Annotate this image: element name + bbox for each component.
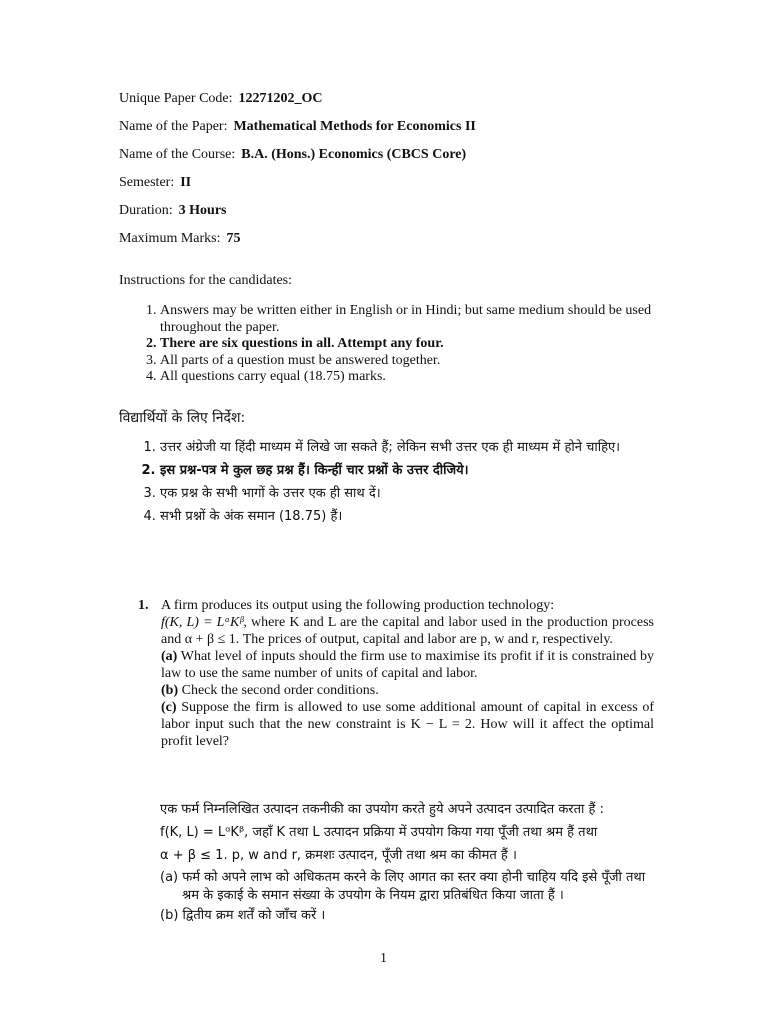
question-part-c <box>161 699 654 750</box>
part-a-text: What level of inputs should the firm use to maximise its profit if it is constrained by law to use the same number of units of capital and labor. <box>161 649 654 681</box>
part-a-label: (a) <box>161 649 178 664</box>
instructions-title: Instructions for the candidates: <box>119 273 293 288</box>
hindi-instructions-title: विद्यार्थियों के लिए निर्देश: <box>119 410 246 426</box>
question-body <box>161 597 654 750</box>
duration-line <box>119 202 227 220</box>
instructions-list <box>138 303 680 386</box>
instruction-item: 3. All parts of a question must be answered together. <box>160 353 680 370</box>
part-c-label: (c) <box>161 700 177 715</box>
function-description: , where K and L are the capital and labor used in the production process and α + β ≤ 1. The prices of output, capital and labor are p, w and r, respectively. <box>161 615 654 647</box>
hindi-instruction-item: 2. इस प्रश्न-पत्र मे कुल छह प्रश्न हैं। किन्हीं चार प्रश्नों के उत्तर दीजिये। <box>160 459 680 482</box>
course-line <box>119 146 466 164</box>
question-1-hindi <box>160 798 660 925</box>
question-part-b <box>161 682 654 699</box>
hindi-q-line: एक फर्म निम्नलिखित उत्पादन तकनीकी का उपयोग करते हुये अपने उत्पादन उत्पादित करता हैं : <box>160 802 604 817</box>
question-function-paragraph <box>161 614 654 648</box>
hindi-part-b: (b) द्वितीय क्रम शर्तें को जाँच करें । <box>160 908 326 923</box>
hindi-instruction-item: 1. उत्तर अंग्रेजी या हिंदी माध्यम में लिखे जा सकते हैं; लेकिन सभी उत्तर एक ही माध्यम में होने चाहिए। <box>160 436 680 459</box>
question-part-a <box>161 648 654 682</box>
hindi-q-line: f(K, L) = LᵅKᵝ, जहाँ K तथा L उत्पादन प्रक्रिया में उपयोग किया गया पूँजी तथा श्रम हैं तथा <box>160 825 598 840</box>
hindi-part-a: (a) फर्म को अपने लाभ को अधिकतम करने के लिए आगत का स्तर क्या होनी चाहिय यदि इसे पूँजी तथा श्रम के इकाई के समान संख्या के उपयोग के नियम द्वारा प्रतिबंधित किया जाता हैं । <box>160 870 646 903</box>
paper-code-value: 12271202_OC <box>238 91 323 106</box>
semester-value: II <box>180 175 192 190</box>
duration-value: 3 Hours <box>178 203 227 218</box>
semester-line <box>119 174 191 192</box>
marks-line <box>119 230 241 248</box>
part-c-text: Suppose the firm is allowed to use some additional amount of capital in excess of labor input such that the new constraint is K − L = 2. How will it affect the optimal profit level? <box>161 700 654 749</box>
question-number: 1. <box>138 598 149 613</box>
hindi-instructions-list <box>138 436 680 528</box>
instruction-item: 1. Answers may be written either in English or in Hindi; but same medium should be used throughout the paper. <box>160 303 680 336</box>
paper-name-value: Mathematical Methods for Economics II <box>233 119 476 134</box>
course-label: Name of the Course: <box>119 147 236 162</box>
instruction-item: 2. There are six questions in all. Attempt any four. <box>160 336 680 353</box>
instruction-item: 4. All questions carry equal (18.75) marks. <box>160 369 680 386</box>
marks-value: 75 <box>226 231 241 246</box>
production-function: f(K, L) = LᵅKᵝ <box>161 615 244 630</box>
course-value: B.A. (Hons.) Economics (CBCS Core) <box>241 147 467 162</box>
paper-code-line <box>119 90 323 108</box>
paper-name-line <box>119 118 476 136</box>
hindi-q-line: α + β ≤ 1. p, w and r, क्रमशः उत्पादन, पूँजी तथा श्रम का कीमत हैं । <box>160 848 517 863</box>
semester-label: Semester: <box>119 175 175 190</box>
hindi-instruction-item: 4. सभी प्रश्नों के अंक समान (18.75) हैं। <box>160 505 680 528</box>
marks-label: Maximum Marks: <box>119 231 221 246</box>
hindi-instruction-item: 3. एक प्रश्न के सभी भागों के उत्तर एक ही साथ दें। <box>160 482 680 505</box>
part-b-label: (b) <box>161 683 179 698</box>
page-number: 1 <box>380 951 387 966</box>
paper-code-label: Unique Paper Code: <box>119 91 233 106</box>
question-intro: A firm produces its output using the following production technology: <box>161 598 555 613</box>
paper-name-label: Name of the Paper: <box>119 119 228 134</box>
question-1 <box>138 597 654 750</box>
duration-label: Duration: <box>119 203 173 218</box>
part-b-text: Check the second order conditions. <box>181 683 379 698</box>
